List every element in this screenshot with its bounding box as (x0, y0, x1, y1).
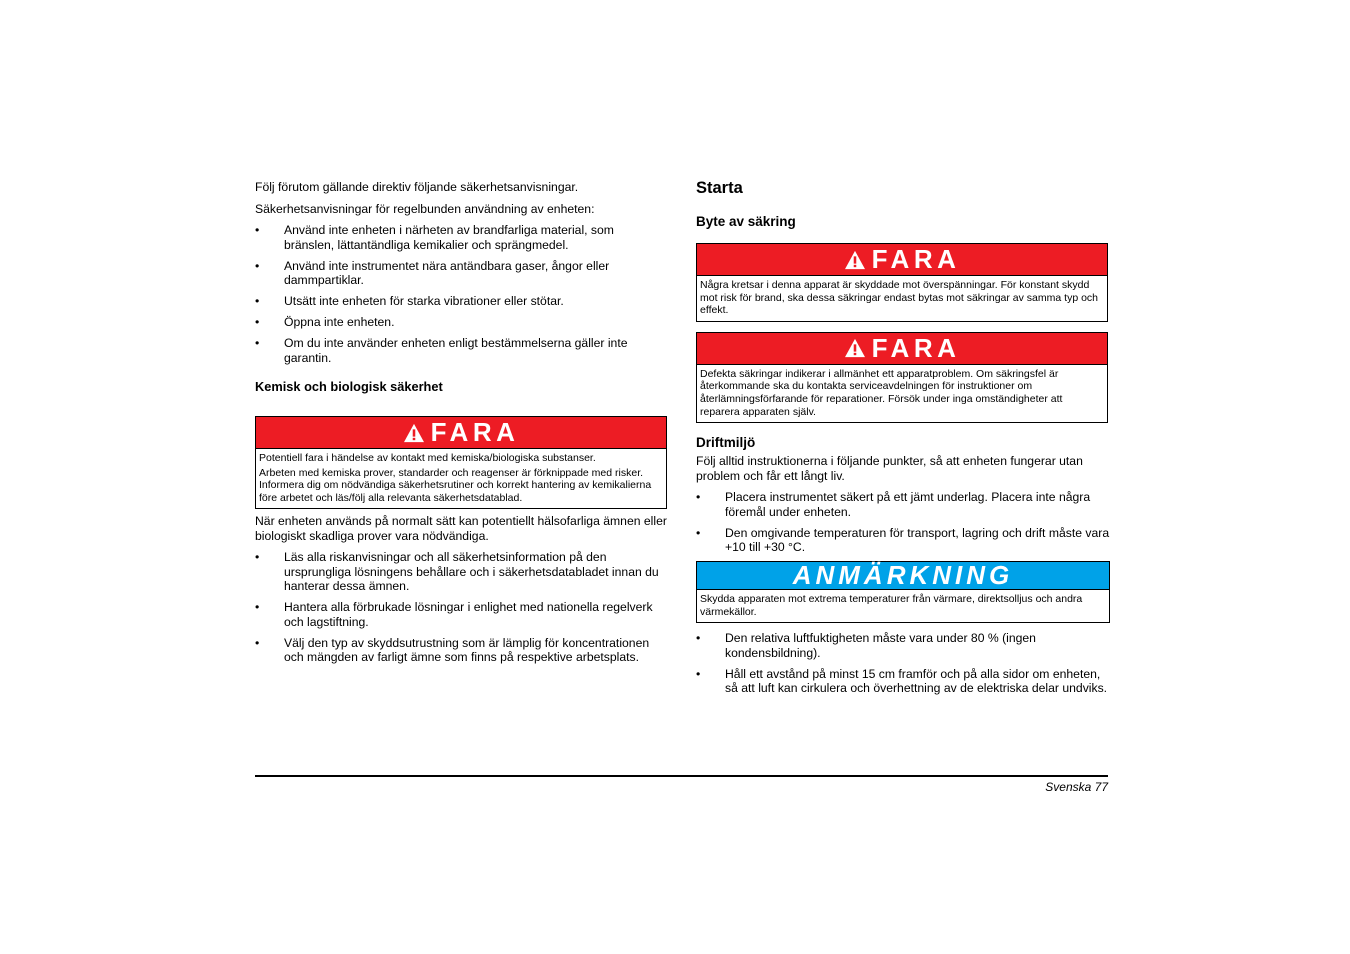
list-item: • Läs alla riskanvisningar och all säkerhetsinformation på den ursprungliga lösningens behållare och i säkerhetsdatabladet innan du hanterar dessa ämnen. (255, 550, 659, 594)
danger-box-fuse-1 (696, 243, 1108, 322)
list-item: • Utsätt inte enheten för starka vibrationer eller stötar. (255, 294, 564, 308)
safety-list (255, 223, 667, 365)
list-item: • Välj den typ av skyddsutrustning som är lämplig för koncentrationen och mängden av farligt ämne som finns på respektive arbetsplats. (255, 635, 650, 665)
list-item: • Öppna inte enheten. (255, 315, 395, 329)
danger-box-body (256, 449, 666, 508)
danger-box-header (256, 417, 666, 449)
right-column (696, 178, 1110, 702)
warning-triangle-icon (844, 250, 866, 270)
heading-operating-environment: Driftmiljö (696, 435, 756, 451)
paragraph-environment: Följ alltid instruktionerna i följande punkter, så att enheten fungerar utan problem och får ett långt liv. (696, 454, 1083, 483)
danger-line: Informera dig om nödvändiga säkerhetsrutiner och korrekt hantering av kemikalierna före arbetet och läs/följ alla relevanta säkerhetsdatablad. (259, 479, 652, 504)
danger-box-header (697, 333, 1107, 365)
danger-box-body (697, 276, 1107, 321)
list-item: • Den relativa luftfuktigheten måste vara under 80 % (ingen kondensbildning). (696, 631, 1036, 660)
notice-text: Skydda apparaten mot extrema temperaturer från värmare, direktsolljus och andra värmekällor. (700, 593, 1083, 618)
list-item: • Håll ett avstånd på minst 15 cm framför och på alla sidor om enheten, så att luft kan cirkulera och överhettning av de elektriska delar undviks. (696, 666, 1108, 696)
danger-line: Potentiell fara i händelse av kontakt med kemiska/biologiska substanser. (259, 452, 596, 464)
notice-box (696, 561, 1110, 623)
left-column (255, 178, 667, 671)
heading-starta: Starta (696, 179, 743, 197)
footer-rule (255, 775, 1108, 777)
page-number: Svenska 77 (1045, 780, 1108, 794)
humidity-list (696, 631, 1110, 696)
danger-text: Defekta säkringar indikerar i allmänhet ett apparatproblem. Om säkringsfel är återkommande ska du kontakta serviceavdelningen för instruktioner om återlämningsförfarande för reparationer. Försök under inga omständigheter att reparera apparaten själv. (700, 367, 1063, 418)
warning-triangle-icon (403, 423, 425, 443)
danger-title: FARA (871, 244, 961, 274)
chemical-list (255, 550, 667, 665)
danger-box-header (697, 244, 1107, 276)
heading-fuse-replacement: Byte av säkring (696, 214, 796, 229)
notice-title: ANMÄRKNING (792, 560, 1014, 591)
environment-list (696, 490, 1110, 555)
list-item: • Använd inte enheten i närheten av brandfarliga material, som bränslen, lättantändliga kemikalier och sprängmedel. (255, 223, 614, 252)
notice-box-body (697, 590, 1109, 622)
notice-box-header (697, 562, 1109, 590)
danger-box-fuse-2 (696, 332, 1108, 423)
danger-title: FARA (430, 417, 520, 447)
danger-text: Några kretsar i denna apparat är skyddade mot överspänningar. För konstant skydd mot risk för brand, ska dessa säkringar endast bytas mot säkringar av samma typ och effekt. (700, 279, 1099, 317)
list-item: • Placera instrumentet säkert på ett jämt underlag. Placera inte några föremål under enheten. (696, 490, 1091, 519)
warning-triangle-icon (844, 338, 866, 358)
danger-line: Arbeten med kemiska prover, standarder och reagenser är förknippade med risker. (259, 466, 644, 479)
danger-title: FARA (871, 332, 961, 363)
danger-box-chemical (255, 416, 667, 509)
list-item: • Använd inte instrumentet nära antändbara gaser, ångor eller dammpartiklar. (255, 258, 610, 287)
intro-paragraph-2: Säkerhetsanvisningar för regelbunden användning av enheten: (255, 201, 595, 216)
danger-box-body (697, 365, 1107, 422)
heading-chemical-safety: Kemisk och biologisk säkerhet (255, 379, 443, 394)
intro-paragraph-1: Följ förutom gällande direktiv följande säkerhetsanvisningar. (255, 180, 579, 194)
paragraph-hazardous-substances: När enheten används på normalt sätt kan potentiellt hälsofarliga ämnen eller biologiskt skadliga prover vara nödvändiga. (255, 514, 667, 543)
list-item: • Om du inte använder enheten enligt bestämmelserna gäller inte garantin. (255, 336, 628, 365)
list-item: • Hantera alla förbrukade lösningar i enlighet med nationella regelverk och lagstiftning. (255, 600, 653, 629)
list-item: • Den omgivande temperaturen för transport, lagring och drift måste vara +10 till +30 °C. (696, 525, 1110, 555)
